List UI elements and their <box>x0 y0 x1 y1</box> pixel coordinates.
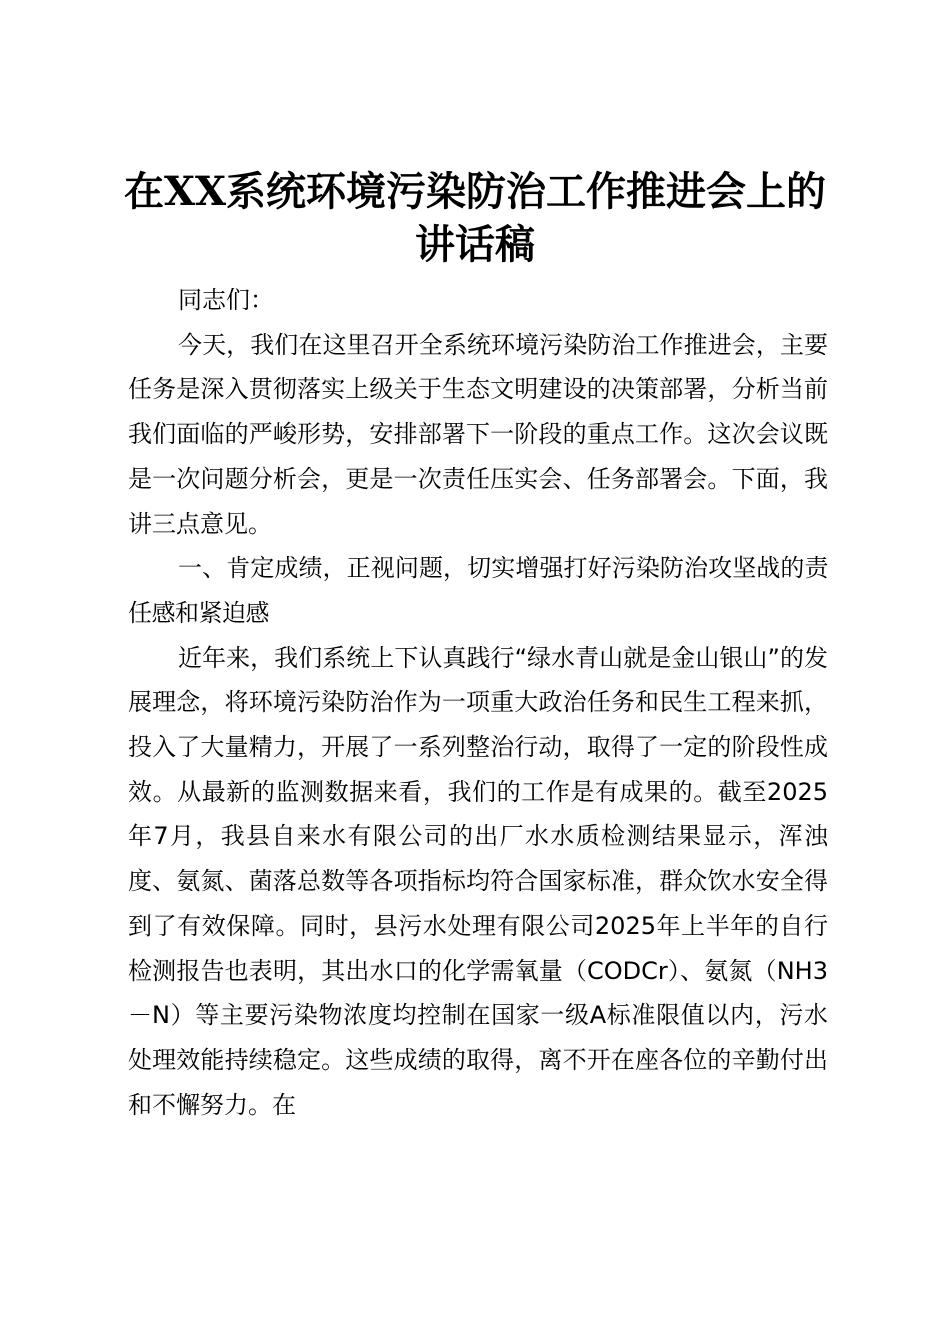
section-heading-1: 一、肯定成绩，正视问题，切实增强打好污染防治攻坚战的责任感和紧迫感 <box>128 554 828 627</box>
paragraph-intro: 今天，我们在这里召开全系统环境污染防治工作推进会，主要任务是深入贯彻落实上级关于生态文明建设的决策部署，分析当前我们面临的严峻形势，安排部署下一阶段的重点工作。这次会议既是一次问题分析会，更是一次责任压实会、任务部署会。下面，我讲三点意见。 <box>128 330 828 538</box>
document-title: 在XX系统环境污染防治工作推进会上的讲话稿 <box>123 168 827 268</box>
salutation: 同志们： <box>178 286 274 314</box>
paragraph-achievements: 近年来，我们系统上下认真践行“绿水青山就是金山银山”的发展理念，将环境污染防治作为一项重大政治任务和民生工程来抓，投入了大量精力，开展了一系列整治行动，取得了一定的阶段性成效。从最新的监测数据来看，我们的工作是有成果的。截至2025年7月，我县自来水有限公司的出厂水水质检测结果显示，浑浊度、氨氮、菌落总数等各项指标均符合国家标准，群众饮水安全得到了有效保障。同时，县污水处理有限公司2025年上半年的自行检测报告也表明，其出水口的化学需氧量（CODCr）、氨氮（NH3－N）等主要污染物浓度均控制在国家一级A标准限值以内，污水处理效能持续稳定。这些成绩的取得，离不开在座各位的辛勤付出和不懈努力。在 <box>128 643 828 1119</box>
document-body <box>128 278 828 1127</box>
